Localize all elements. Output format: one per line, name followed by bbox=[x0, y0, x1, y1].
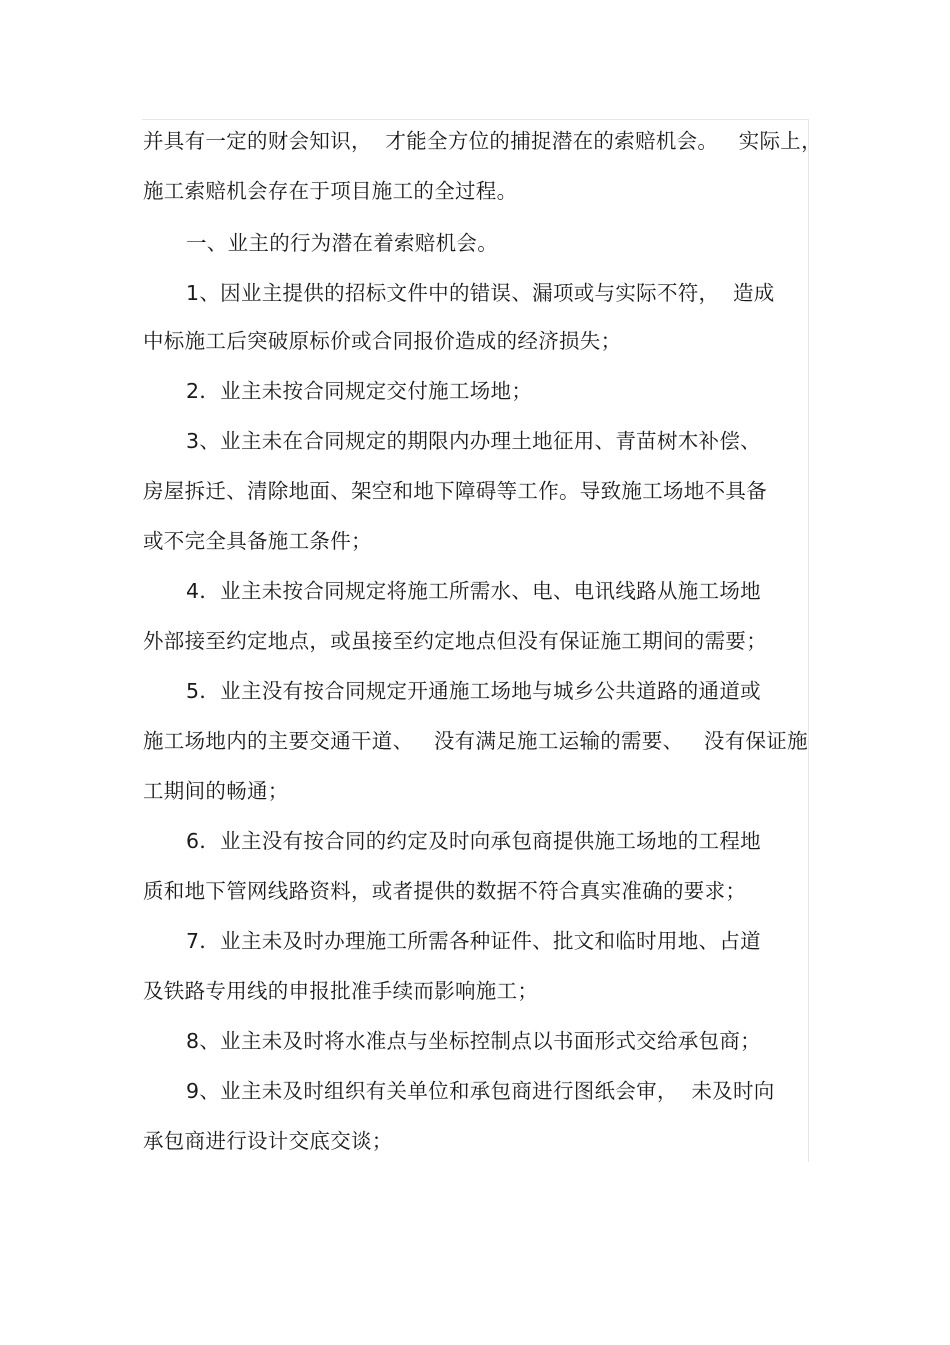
section-heading: 一、业主的行为潜在着索赔机会。 bbox=[186, 231, 498, 255]
list-item: 6．业主没有按合同的约定及时向承包商提供施工场地的工程地 bbox=[186, 829, 761, 853]
text-line: 并具有一定的财会知识， 才能全方位的捕捉潜在的索赔机会。 实际上， bbox=[143, 129, 822, 153]
list-item: 3、业主未在合同规定的期限内办理土地征用、青苗树木补偿、 bbox=[186, 429, 761, 453]
text-line: 中标施工后突破原标价或合同报价造成的经济损失； bbox=[143, 329, 622, 353]
list-item: 5．业主没有按合同规定开通施工场地与城乡公共道路的通道或 bbox=[186, 679, 761, 703]
list-item: 4．业主未按合同规定将施工所需水、电、电讯线路从施工场地 bbox=[186, 579, 761, 603]
text-line: 施工场地内的主要交通干道、 没有满足施工运输的需要、 没有保证施 bbox=[143, 729, 808, 753]
text-line: 施工索赔机会存在于项目施工的全过程。 bbox=[143, 179, 518, 203]
text-line: 及铁路专用线的申报批准手续而影响施工； bbox=[143, 979, 539, 1003]
text-line: 房屋拆迁、清除地面、架空和地下障碍等工作。导致施工场地不具备 bbox=[143, 479, 767, 503]
list-item: 2．业主未按合同规定交付施工场地； bbox=[186, 379, 533, 403]
text-line: 工期间的畅通； bbox=[143, 779, 289, 803]
text-line: 质和地下管网线路资料，或者提供的数据不符合真实准确的要求； bbox=[143, 879, 747, 903]
text-line: 承包商进行设计交底交谈； bbox=[143, 1129, 393, 1153]
text-line: 外部接至约定地点，或虽接至约定地点但没有保证施工期间的需要； bbox=[143, 629, 767, 653]
list-item: 8、业主未及时将水准点与坐标控制点以书面形式交给承包商； bbox=[186, 1029, 761, 1053]
list-item: 9、业主未及时组织有关单位和承包商进行图纸会审， 未及时向 bbox=[186, 1079, 775, 1103]
list-item: 1、因业主提供的招标文件中的错误、漏项或与实际不符， 造成 bbox=[186, 281, 775, 305]
text-line: 或不完全具备施工条件； bbox=[143, 529, 372, 553]
list-item: 7．业主未及时办理施工所需各种证件、批文和临时用地、占道 bbox=[186, 929, 761, 953]
